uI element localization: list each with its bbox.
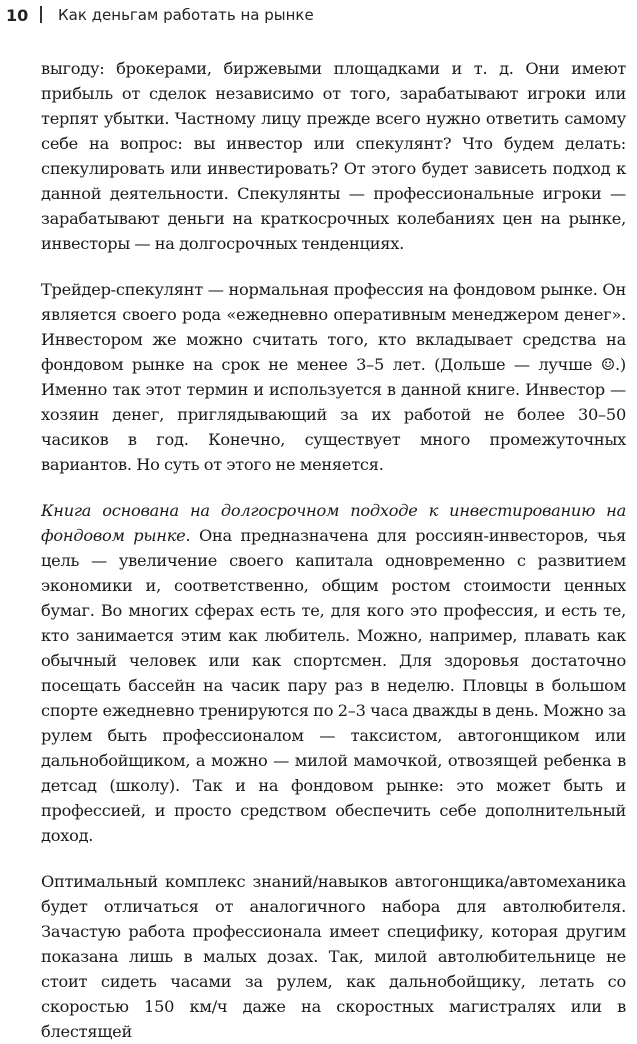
page-body (41, 56, 626, 1044)
paragraph-1-text: выгоду: брокерами, биржевыми площадками и т. д. Они имеют прибыль от сделок независимо от того, зарабатывают игроки или терпят убытки. Частному лицу прежде всего нужно ответить самому себе на вопрос: вы инвестор или спекулянт? Что будем делать: спекулировать или инвестировать? От этого будет зависеть подход к данной деятельности. Спекулянты — профессиональные игроки — зарабатывают деньги на краткосрочных колебаниях цен на рынке, инвесторы — на долгосрочных тенденциях. (41, 59, 626, 253)
paragraph-2-text: Трейдер-спекулянт — нормальная профессия на фондовом рынке. Он является своего рода «ежедневно оперативным менеджером денег». Инвестором же можно считать того, кто вкладывает средства на фондовом рынке на срок не менее 3–5 лет. (Дольше — лучше ☺.) Именно так этот термин и используется в данной книге. Инвестор — хозяин денег, приглядывающий за их работой не более 30–50 часиков в год. Конечно, существует много промежуточных вариантов. Но суть от этого не меняется. (41, 280, 626, 474)
paragraph-3-italic-lead: Книга основана на долгосрочном подходе к инвестированию на фондовом рынке (41, 501, 626, 545)
paragraph-2 (41, 277, 626, 477)
paragraph-1 (41, 56, 626, 256)
paragraph-3-text: . Она предназначена для россиян-инвесторов, чья цель — увеличение своего капитала одновременно с развитием экономики и, соответственно, общим ростом стоимости ценных бумаг. Во многих сферах есть те, для кого это профессия, и есть те, кто занимается этим как любитель. Можно, например, плавать как обычный человек или как спортсмен. Для здоровья достаточно посещать бассейн на часик пару раз в неделю. Пловцы в большом спорте ежедневно тренируются по 2–3 часа дважды в день. Можно за рулем быть профессионалом — таксистом, автогонщиком или дальнобойщиком, а можно — милой мамочкой, отвозящей ребенка в детсад (школу). Так и на фондовом рынке: это может быть и профессией, и просто средством обеспечить себе дополнительный доход. (41, 526, 626, 845)
running-title: Как деньгам работать на рынке (58, 6, 314, 24)
paragraph-3 (41, 498, 626, 848)
paragraph-4-text: Оптимальный комплекс знаний/навыков автогонщика/автомеханика будет отличаться от аналогичного набора для автолюбителя. Зачастую работа профессионала имеет специфику, которая другим показана лишь в малых дозах. Так, милой автолюбительнице не стоит сидеть часами за рулем, как дальнобойщику, летать со скоростью 150 км/ч даже на скоростных магистралях или в блестящей (41, 872, 626, 1041)
running-header (0, 0, 637, 34)
page-number: 10 (6, 6, 29, 25)
paragraph-4 (41, 869, 626, 1044)
header-divider (40, 6, 42, 23)
